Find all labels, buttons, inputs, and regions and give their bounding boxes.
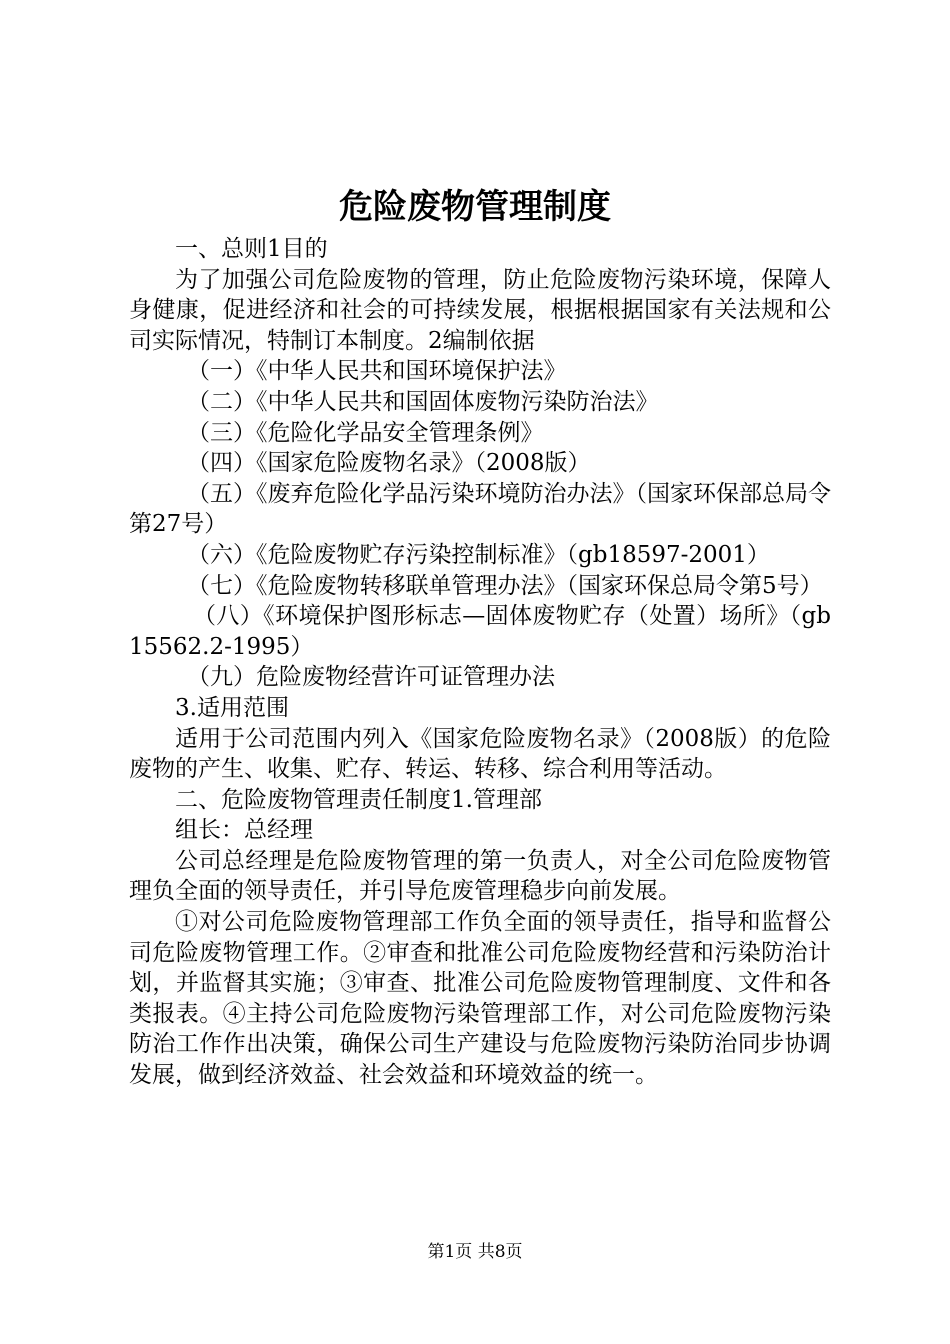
paragraph-gm-duties: ①对公司危险废物管理部工作负全面的领导责任，指导和监督公司危险废物管理工作。②审查和批准公司危险废物经营和污染防治计划，并监督其实施；③审查、批准公司危险废物管理制度、文件和各类报表。④主持公司危险废物污染管理部工作，对公司危险废物污染防治工作作出决策，确保公司生产建设与危险废物污染防治同步协调发展，做到经济效益、社会效益和环境效益的统一。	[129, 909, 831, 1089]
document-title: 危险废物管理制度	[339, 187, 611, 227]
list-item-basis-2: （二）《中华人民共和国固体废物污染防治法》	[187, 388, 659, 415]
paragraph-purpose: 为了加强公司危险废物的管理，防止危险废物污染环境，保障人身健康，促进经济和社会的可持续发展，根据根据国家有关法规和公司实际情况，特制订本制度。2编制依据	[129, 266, 831, 354]
page-footer: 第1页 共8页	[427, 1242, 523, 1262]
list-item-basis-5: （五）《废弃危险化学品污染环境防治办法》（国家环保部总局令第27号）	[129, 480, 831, 538]
list-item-basis-8: （八）《环境保护图形标志—固体废物贮存（处置）场所》（gb15562.2-1995）	[129, 603, 831, 660]
section-heading-responsibility: 二、危险废物管理责任制度1.管理部	[175, 786, 542, 813]
document-body	[129, 234, 831, 1091]
section-heading-scope: 3.适用范围	[175, 694, 289, 721]
section-heading-general: 一、总则1目的	[175, 236, 328, 262]
list-item-basis-3: （三）《危险化学品安全管理条例》	[187, 419, 544, 446]
list-item-basis-1: （一）《中华人民共和国环境保护法》	[187, 358, 567, 385]
paragraph-team-leader: 组长：总经理	[175, 817, 313, 844]
list-item-basis-4: （四）《国家危险废物名录》（2008版）	[187, 450, 591, 477]
paragraph-scope: 适用于公司范围内列入《国家危险废物名录》（2008版）的危险废物的产生、收集、贮存、转运、转移、综合利用等活动。	[129, 725, 831, 783]
list-item-basis-7: （七）《危险废物转移联单管理办法》（国家环保总局令第5号）	[187, 572, 823, 599]
list-item-basis-9: （九）危险废物经营许可证管理办法	[187, 664, 555, 691]
list-item-basis-6: （六）《危险废物贮存污染控制标准》（gb18597-2001）	[187, 541, 770, 568]
paragraph-gm-role: 公司总经理是危险废物管理的第一负责人，对全公司危险废物管理负全面的领导责任，并引导危废管理稳步向前发展。	[129, 847, 831, 905]
